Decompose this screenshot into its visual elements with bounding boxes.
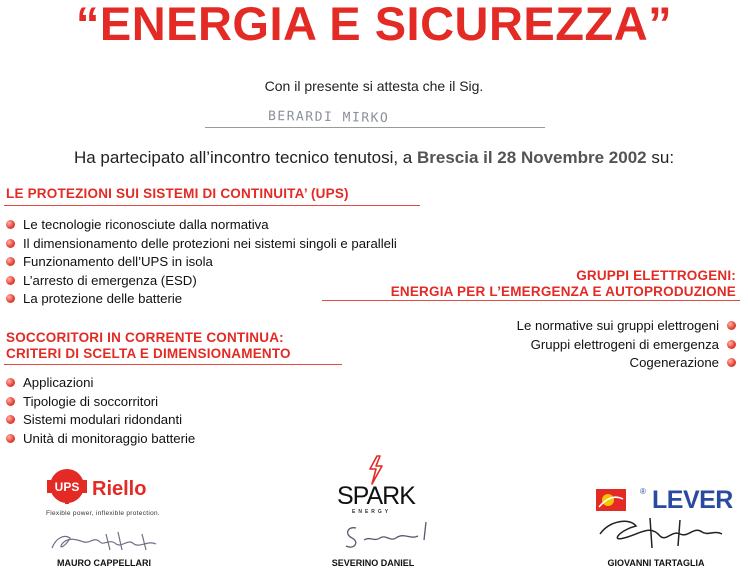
bullet-icon [6, 220, 15, 229]
gruppi-heading-line1: GRUPPI ELETTROGENI: [576, 268, 736, 283]
list-item [6, 216, 397, 235]
certificate-title: “ENERGIA E SICUREZZA” [75, 0, 673, 50]
gruppi-section-divider [322, 300, 740, 301]
list-item-text: Unità di monitoraggio batterie [23, 430, 196, 446]
list-item [6, 253, 397, 272]
bullet-icon [6, 415, 15, 424]
bullet-icon [6, 397, 15, 406]
list-item-text: Funzionamento dell’UPS in isola [23, 254, 213, 269]
soccorritori-heading-line2: CRITERI DI SCELTA E DIMENSIONAMENTO [6, 346, 291, 361]
ups-section-heading: LE PROTEZIONI SUI SISTEMI DI CONTINUITA’ (UPS) [6, 186, 349, 201]
signature-tartaglia-icon [590, 512, 730, 554]
attestation-text: Con il presente si attesta che il Sig. [264, 78, 484, 94]
list-item-text: Applicazioni [23, 375, 94, 390]
participation-statement [0, 148, 748, 168]
signatory-tartaglia: GIOVANNI TARTAGLIA [607, 558, 705, 568]
list-item [517, 354, 736, 373]
list-item [517, 336, 736, 355]
list-item-text: La protezione delle batterie [23, 291, 183, 306]
bullet-icon [6, 294, 15, 303]
spark-brand-name: SPARK [337, 482, 415, 510]
list-item-text: Le normative sui gruppi elettrogeni [516, 318, 719, 333]
ups-topic-list [6, 216, 397, 309]
bullet-icon [6, 378, 15, 387]
list-item [6, 272, 397, 291]
soccorritori-section-heading [6, 330, 291, 362]
bullet-icon [727, 321, 736, 330]
spark-brand-sub: ENERGY [352, 509, 392, 515]
list-item [6, 430, 195, 449]
signatory-cappellari: MAURO CAPPELLARI [57, 558, 151, 568]
lever-mark-icon [596, 489, 626, 511]
list-item [6, 411, 195, 430]
name-underline [205, 127, 545, 128]
ups-section-divider [4, 205, 420, 206]
bullet-icon [727, 358, 736, 367]
list-item-text: Cogenerazione [629, 355, 719, 370]
spark-bolt-icon [366, 455, 386, 485]
gruppi-heading-line2: ENERGIA PER L’EMERGENZA E AUTOPRODUZIONE [390, 284, 736, 299]
signature-daniel-icon [334, 518, 444, 554]
riello-tagline: Flexible power, inflexible protection. [46, 510, 161, 517]
gruppi-section-heading [391, 268, 736, 300]
bullet-icon [6, 434, 15, 443]
participation-place-date: Brescia il 28 Novembre 2002 [416, 148, 647, 167]
riello-ups-logo-icon [47, 466, 87, 504]
list-item-text: Le tecnologie riconosciute dalla normativa [23, 217, 269, 232]
list-item-text: Il dimensionamento delle protezioni nei sistemi singoli e paralleli [23, 235, 397, 251]
list-item [517, 317, 736, 336]
lever-registered-mark: ® [640, 487, 646, 496]
list-item-text: Sistemi modulari ridondanti [23, 412, 183, 427]
riello-ups-mark: UPS [54, 480, 80, 494]
list-item-text: L’arresto di emergenza (ESD) [23, 272, 197, 288]
lever-brand-name: LEVER [652, 486, 733, 514]
riello-brand-name: Riello [92, 478, 147, 500]
participation-prefix: Ha partecipato all’incontro tecnico tenutosi, a [73, 148, 417, 167]
list-item-text: Tipologie di soccorritori [23, 393, 159, 409]
soccorritori-topic-list [6, 374, 195, 448]
list-item [6, 374, 195, 393]
bullet-icon [6, 257, 15, 266]
bullet-icon [6, 276, 15, 285]
list-item-text: Gruppi elettrogeni di emergenza [530, 336, 719, 352]
participation-suffix: su: [646, 148, 675, 167]
gruppi-topic-list [517, 317, 736, 373]
list-item [6, 235, 397, 254]
bullet-icon [727, 340, 736, 349]
signature-cappellari-icon [44, 524, 174, 556]
soccorritori-section-divider [4, 364, 342, 365]
bullet-icon [6, 239, 15, 248]
list-item [6, 393, 195, 412]
signatory-daniel: SEVERINO DANIEL [331, 558, 415, 568]
participant-name-handwritten: BERARDI MIRKO [267, 108, 390, 127]
soccorritori-heading-line1: SOCCORITORI IN CORRENTE CONTINUA: [6, 330, 284, 345]
